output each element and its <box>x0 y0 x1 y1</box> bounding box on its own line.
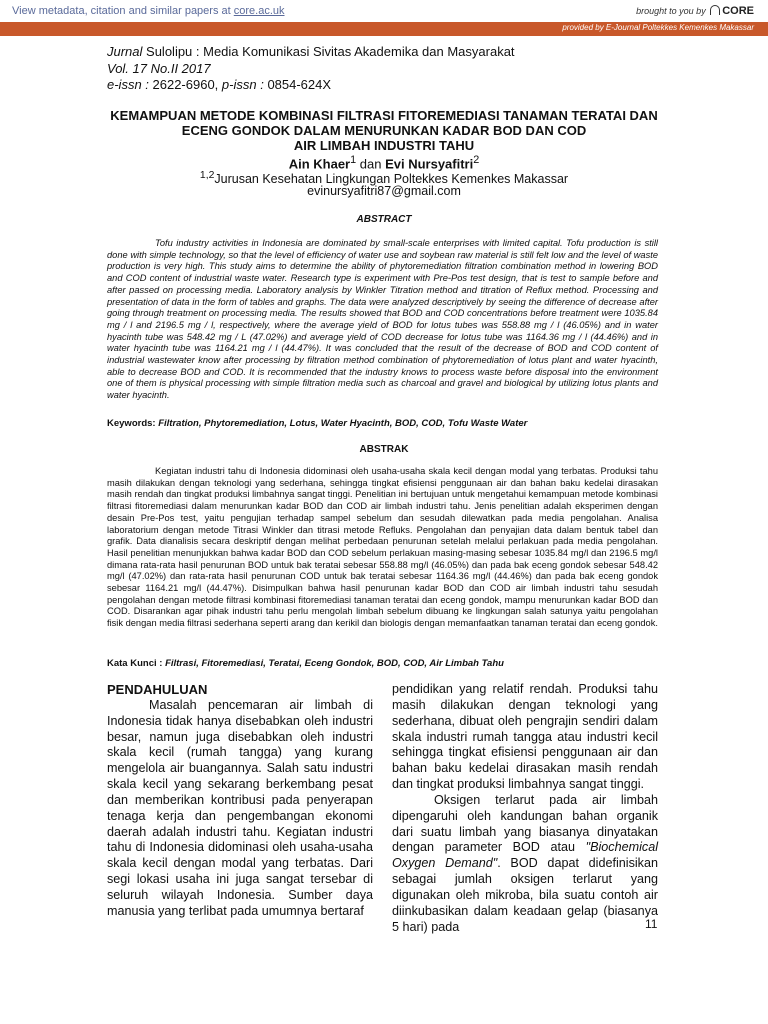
journal-pissn: 0854-624X <box>267 77 332 92</box>
journal-eissn: 2622-6960, <box>152 77 222 92</box>
core-provider-bar <box>0 22 768 36</box>
abstract-keywords: Keywords: Filtration, Phytoremediation, Lotus, Water Hyacinth, BOD, COD, Tofu Waste Water <box>107 418 528 429</box>
body-left-column <box>107 682 373 920</box>
body-paragraph-1: Masalah pencemaran air limbah di Indonesia tidak hanya disebabkan oleh industri besar, namun juga disebabkan oleh industri skala kecil (rumah tangga) yang kurang mengelola air buangannya. Salah satu industri skala kecil yang sekarang berkembang pesat dan memberikan kontribusi pada penyerapan tenaga kerja dan pengembangan ekonomi daerah adalah industri tahu. Kegiatan industri tahu di Indonesia didominasi oleh usaha-usaha skala kecil dengan modal yang terbatas. Dari segi lokasi usaha ini juga sangat tersebar di seluruh wilayah Indonesia. Sumber daya manusia yang terlibat pada umumnya bertaraf <box>107 697 373 918</box>
abstrak-text: Kegiatan industri tahu di Indonesia didominasi oleh usaha-usaha skala kecil dengan modal yang terbatas. Produksi tahu masih dilakukan dengan teknologi yang sederhana, sehingga tingkat efisiensi penggunaan air dan bahan baku kedelai dirasakan masih rendah dan tingkat produksi limbahnya sangat tinggi. Penelitian ini bertujuan untuk mengetahui kemampuan metode kombinasi filtrasi fitoremediasi dalam menurunkan kadar BOD dan COD air limbah industri tahu. Jenis penelitian adalah eksperimen dengan desain Pre-Pos test, yaitu pengujian terhadap sampel sebelum dan sesudah dilewatkan pada media pengolahan. Analisa laboratorium dengan metode Titrasi Winkler dan titrasi metode Refluks. Pengolahan dan penyajian data dalam bentuk tabel dan grafik. Data dianalisis secara deskriptif dengan melihat perbedaan penurunan setelah melalui perlakuan pada media pengolahan. Hasil penelitian menunjukkan bahwa kadar BOD dan COD sebelum perlakuan masing-masing sebesar 1035.84 mg/l dan 2196.5 mg/l dimana rata-rata hasil penurunan BOD untuk bak teratai sebesar 558.88 mg/l (46.05%) dan pada bak eceng gondok sebesar 548.42 mg/l (47.02%) dan rata-rata hasil penurunan COD untuk bak teratai sebesar 1164.36 mg/l (44.46%) dan pada bak eceng gondok sebesar 1164.21 mg/l (44.47%). Disimpulkan bahwa hasil penurunan kadar BOD dan COD air limbah industri tahu sesudah pengolahan dengan metode filtrasi kombinasi fitoremediasi tanaman teratai dan eceng gondok, mampu menurunkan kadar BOD dan COD. Disarankan agar pihak industri tahu perlu mengolah limbah sebelum dibuang ke lingkungan salah satunya yaitu pengolahan fisik dengan media filtrasi sederhana seperti arang dan kerikil dan biologis dengan memanfaatkan tanaman teratai dan eceng gondok. <box>107 466 658 629</box>
core-banner <box>0 0 768 22</box>
author-1: Ain Khaer <box>288 156 351 172</box>
author-email: evinursyafitri87@gmail.com <box>307 184 461 198</box>
body-paragraph-3a: Oksigen terlarut pada air limbah dipengaruhi oleh kandungan bahan organik dari suatu limbah yang biasanya dinyatakan dengan parameter BOD atau <box>392 792 658 855</box>
abstract-heading: ABSTRACT <box>356 214 412 225</box>
abstract-text: Tofu industry activities in Indonesia are dominated by small-scale enterprises with limited capital. Tofu production is still done with simple technology, so that the level of efficiency of water use and soybean raw material is still felt low and the level of waste production is very high. This study aims to determine the ability of phytoremediation filtration combination method in lowering BOD and COD content of industrial waste water. Research type is experiment with Pre-Pos test design, that is test to sample before and after passed on processing media. Laboratory analysis by Winkler Titration method and titration of Reflux method. Processing and presentation of data in the form of tables and graphs. The data were analyzed descriptively by seeing the difference of decrease after going through treatment on processing media. The results showed that BOD and COD concentrations before treatment were 1035.84 mg / l and 2196.5 mg / l, respectively, where the average yield of BOD for lotus tubes was 558.88 mg / l (46.05%) and in water hyacinth tube was 548.42 mg / L (47.02%) and average yield of COD decrease for lotus tube was 1164.36 mg / l (44.46%) and in water hyacinth tube was 1164.21 mg / l (44.47%). It was concluded that the result of the decrease of BOD and COD content of industrial wastewater know after processing by filtration method combination of phytoremediation of lotus plant and water hyacinth, able to decrease BOD and COD. It is recommended that the industry knows to process waste before disposal into the environment one of them is physical processing with simple filtration media such as charcoal and gravel and biological by utilizing lotus plants and water hyacinth. <box>107 238 658 401</box>
author-2: Evi Nursyafitri <box>385 156 474 172</box>
body-term-bod: "Biochemical Oxygen Demand" <box>392 840 658 871</box>
core-logo-text: CORE <box>722 5 754 17</box>
article-title: KEMAMPUAN METODE KOMBINASI FILTRASI FITOREMEDIASI TANAMAN TERATAI DAN ECENG GONDOK DALAM MENURUNKAN KADAR BOD DAN COD AIR LIMBAH INDUSTRI TAHU <box>110 108 658 153</box>
article-authors: Ain Khaer$^1$ dan Evi Nursyafitri$^2$ <box>288 154 480 172</box>
journal-header: Jurnal Sulolipu : Media Komunikasi Sivitas Akademika dan Masyarakat Vol. 17 No.II 2017 e-issn : 2622-6960, p-issn : 0854-624X <box>107 44 515 92</box>
core-provided-by[interactable]: provided by E-Journal Poltekkes Kemenkes Makassar <box>562 23 754 32</box>
journal-label: Jurnal <box>107 44 143 59</box>
body-paragraph-2: pendidikan yang relatif rendah. Produksi tahu masih dilakukan dengan teknologi yang sederhana, dibuat oleh pengrajin sendiri dalam skala industri rumah tangga atau industri kecil sehingga tingkat efisiensi penggunaan air dan bahan baku kedelai dirasakan masih rendah dan tingkat produksi limbahnya sangat tinggi. <box>392 682 658 792</box>
body-right-column <box>392 682 658 936</box>
journal-name: Sulolipu : Media Komunikasi Sivitas Akademika dan Masyarakat <box>142 44 515 59</box>
core-logo-icon <box>710 5 720 15</box>
core-metadata-link[interactable]: View metadata, citation and similar papers at core.ac.uk <box>12 5 285 17</box>
journal-volume: Vol. 17 No.II 2017 <box>107 60 211 76</box>
core-domain-link[interactable]: core.ac.uk <box>233 5 285 17</box>
core-brand[interactable]: brought to you by CORE <box>636 5 754 17</box>
abstrak-keywords: Kata Kunci : Filtrasi, Fitoremediasi, Teratai, Eceng Gondok, BOD, COD, Air Limbah Tahu <box>107 658 504 669</box>
author-affiliation: $^{1,2}$Jurusan Kesehatan Lingkungan Poltekkes Kemenkes Makassar <box>199 170 569 187</box>
page-number: 11 <box>645 917 658 931</box>
abstrak-heading: ABSTRAK <box>359 444 409 455</box>
section-heading-pendahuluan: PENDAHULUAN <box>107 682 208 697</box>
body-paragraph-3b: . BOD dapat didefinisikan sebagai jumlah oksigen terlarut yang digunakan oleh mikroba, bila suatu contoh air diinkubasikan dalam keadaan gelap (biasanya 5 hari) pada <box>392 856 658 934</box>
